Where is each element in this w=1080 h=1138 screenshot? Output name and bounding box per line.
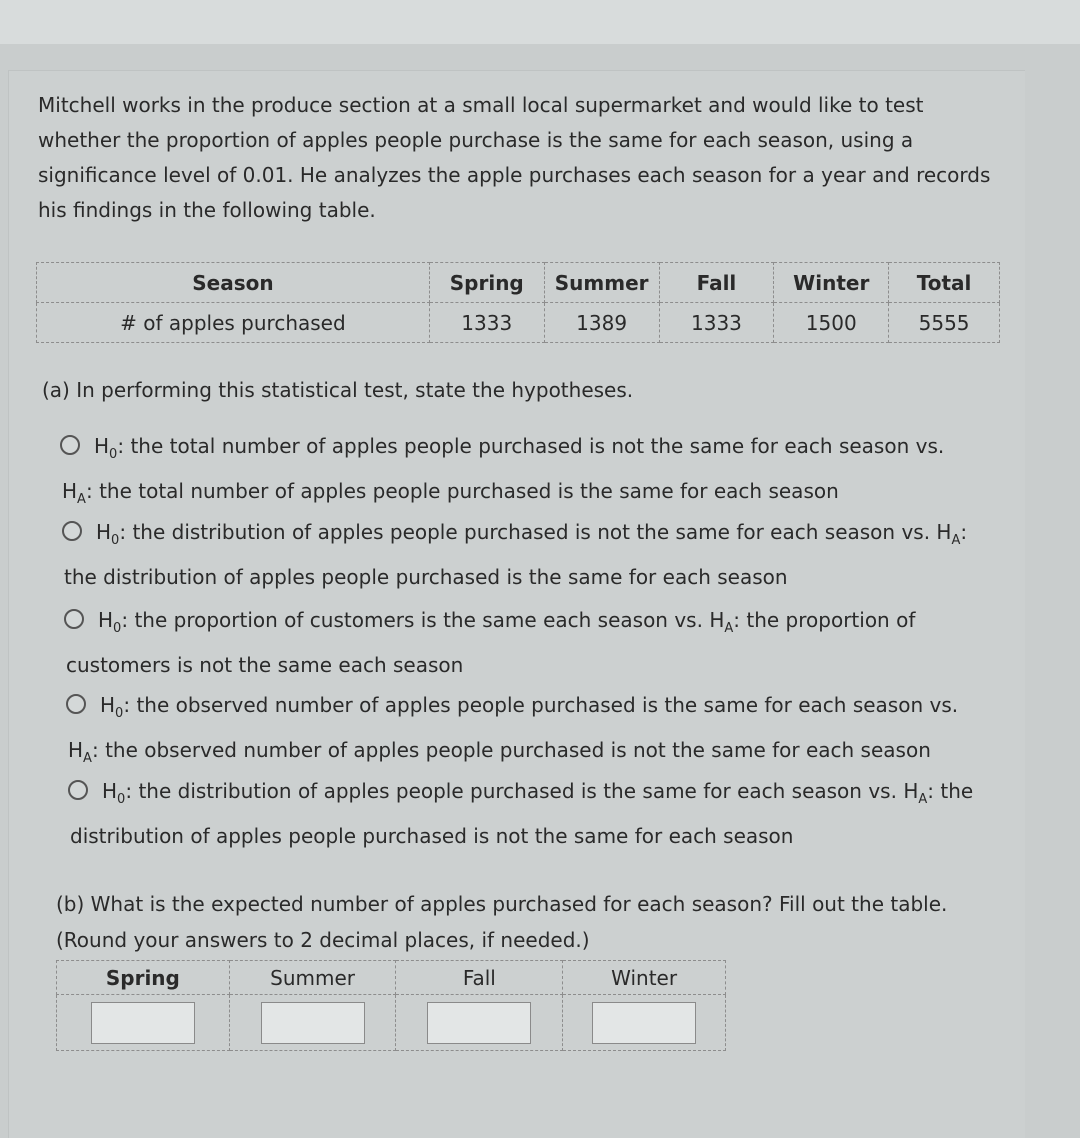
option-5[interactable]: $H_0$: the distribution of apples people purchased is the same for each season vs. $H_A$: the distribution of apples people purchased is not the same for each season bbox=[70, 779, 974, 848]
col-winter: Winter bbox=[774, 263, 889, 303]
option-5-ha: the distribution of apples people purchased is not the same for each season bbox=[70, 779, 974, 848]
radio-button[interactable] bbox=[62, 521, 82, 541]
expected-header-row bbox=[57, 961, 726, 995]
radio-button[interactable] bbox=[68, 780, 88, 800]
option-3-ha: the proportion of customers is not the same each season bbox=[66, 608, 916, 677]
winter-expected-input[interactable] bbox=[592, 1002, 696, 1044]
expected-table bbox=[56, 960, 726, 1051]
option-1-ha: the total number of apples people purchased is the same for each season bbox=[99, 479, 839, 503]
option-4-h0: the observed number of apples people purchased is the same for each season vs. bbox=[136, 693, 959, 717]
exp-col-spring: Spring bbox=[57, 961, 230, 995]
col-total: Total bbox=[889, 263, 1000, 303]
rounding-note: (Round your answers to 2 decimal places, if needed.) bbox=[56, 928, 590, 952]
summer-expected-input[interactable] bbox=[261, 1002, 365, 1044]
table-header-row bbox=[37, 263, 1000, 303]
value-total: 5555 bbox=[889, 303, 1000, 343]
value-summer: 1389 bbox=[544, 303, 659, 343]
value-winter: 1500 bbox=[774, 303, 889, 343]
option-4[interactable]: $H_0$: the observed number of apples people purchased is the same for each season vs. $H_A$: the observed number of apples people purchased is not the same for each season bbox=[68, 693, 959, 766]
col-spring: Spring bbox=[429, 263, 544, 303]
option-2[interactable]: $H_0$: the distribution of apples people purchased is not the same for each season vs. $H_A$: the distribution of apples people purchased is the same for each season bbox=[64, 520, 968, 589]
spring-expected-input[interactable] bbox=[91, 1002, 195, 1044]
radio-button[interactable] bbox=[66, 694, 86, 714]
exp-col-winter: Winter bbox=[563, 961, 726, 995]
option-1[interactable]: $H_0$: the total number of apples people purchased is not the same for each season vs. $H_A$: the total number of apples people purchased is the same for each season bbox=[62, 434, 945, 507]
expected-input-row bbox=[57, 995, 726, 1051]
value-spring: 1333 bbox=[429, 303, 544, 343]
top-band bbox=[0, 0, 1080, 44]
row-label: # of apples purchased bbox=[37, 303, 430, 343]
table-row bbox=[37, 303, 1000, 343]
option-2-ha: the distribution of apples people purchased is the same for each season bbox=[64, 565, 788, 589]
value-fall: 1333 bbox=[659, 303, 774, 343]
part-b-question bbox=[56, 886, 986, 958]
option-4-ha: the observed number of apples people purchased is not the same for each season bbox=[105, 738, 931, 762]
part-a-question: (a) In performing this statistical test, state the hypotheses. bbox=[42, 378, 634, 402]
radio-button[interactable] bbox=[60, 435, 80, 455]
fall-expected-input[interactable] bbox=[427, 1002, 531, 1044]
col-fall: Fall bbox=[659, 263, 774, 303]
option-3[interactable]: $H_0$: the proportion of customers is the same each season vs. $H_A$: the proportion of customers is not the same each season bbox=[66, 608, 916, 677]
radio-button[interactable] bbox=[64, 609, 84, 629]
data-table bbox=[36, 262, 1000, 343]
option-5-h0: the distribution of apples people purchased is the same for each season vs. bbox=[138, 779, 897, 803]
exp-col-fall: Fall bbox=[396, 961, 563, 995]
option-3-h0: the proportion of customers is the same each season vs. bbox=[134, 608, 703, 632]
option-2-h0: the distribution of apples people purchased is not the same for each season vs. bbox=[132, 520, 931, 544]
season-header: Season bbox=[37, 263, 430, 303]
col-summer: Summer bbox=[544, 263, 659, 303]
exp-col-summer: Summer bbox=[229, 961, 396, 995]
part-b-prompt: (b) What is the expected number of apples purchased for each season? Fill out the table. bbox=[56, 892, 948, 916]
option-1-h0: the total number of apples people purchased is not the same for each season vs. bbox=[130, 434, 945, 458]
problem-intro: Mitchell works in the produce section at a small local supermarket and would like to test whether the proportion of apples people purchase is the same for each season, using a significance level of 0.01. He analyzes the apple purchases each season for a year and records his findings in the following table. bbox=[38, 93, 991, 222]
